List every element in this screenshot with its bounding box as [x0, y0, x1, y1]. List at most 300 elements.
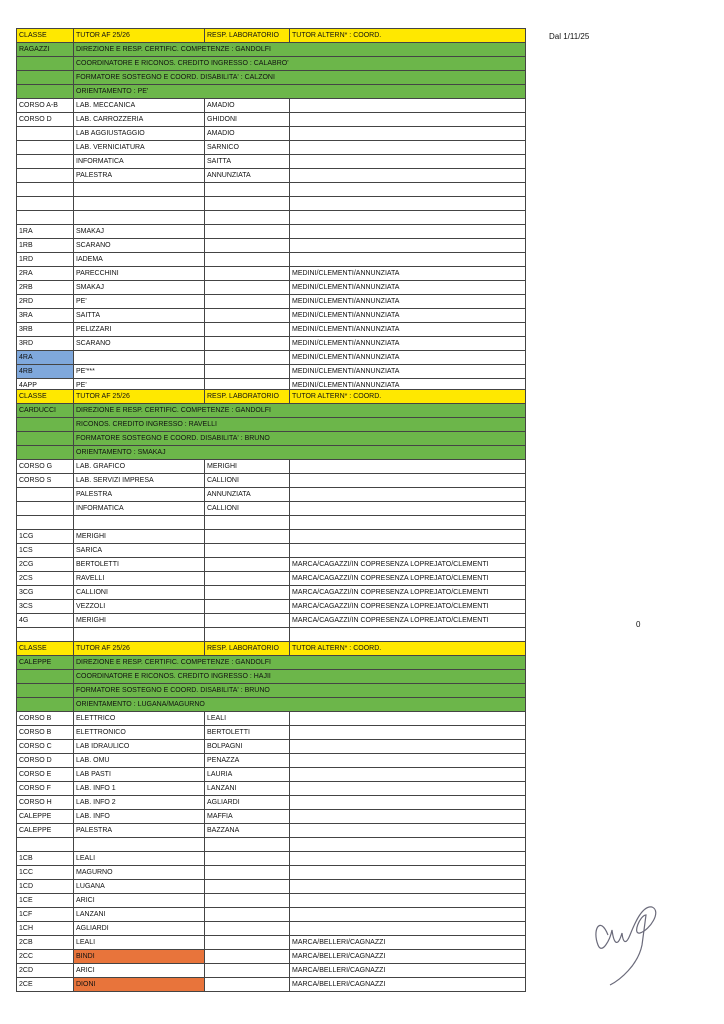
table-cell: [205, 281, 290, 295]
table-cell: SAITTA: [74, 309, 205, 323]
table-cell: [205, 544, 290, 558]
table-cell: CALEPPE: [17, 824, 74, 838]
table-cell: LEALI: [205, 712, 290, 726]
table-cell: LAB. GRAFICO: [74, 460, 205, 474]
class-row: [17, 866, 526, 880]
class-row: [17, 950, 526, 964]
table-cell: LAB. VERNICIATURA: [74, 141, 205, 155]
table-cell: DIREZIONE E RESP. CERTIFIC. COMPETENZE : GANDOLFI: [74, 656, 526, 670]
table-cell: 2CD: [17, 964, 74, 978]
table-cell: CALLIONI: [205, 474, 290, 488]
table-cell: ANNUNZIATA: [205, 488, 290, 502]
class-row: [17, 978, 526, 992]
header-row: [17, 29, 526, 43]
table-cell: [74, 516, 205, 530]
table-cell: LAB. INFO 2: [74, 796, 205, 810]
table-cell: LAB PASTI: [74, 768, 205, 782]
table-cell: [205, 516, 290, 530]
table-cell: [290, 838, 526, 852]
table-cell: [74, 628, 205, 642]
table-cell: CORSO G: [17, 460, 74, 474]
table-cell: [205, 365, 290, 379]
empty-row: [17, 211, 526, 225]
lab-row: [17, 502, 526, 516]
table-cell: BERTOLETTI: [74, 558, 205, 572]
table-cell: AGLIARDI: [74, 922, 205, 936]
table-cell: [17, 446, 74, 460]
table-cell: INFORMATICA: [74, 502, 205, 516]
table-cell: 1CE: [17, 894, 74, 908]
class-row: [17, 337, 526, 351]
table-cell: [17, 432, 74, 446]
table-cell: [74, 211, 205, 225]
table-cell: 4RA: [17, 351, 74, 365]
table-cell: 1CS: [17, 544, 74, 558]
table-cell: [17, 670, 74, 684]
table-cell: DIONI: [74, 978, 205, 992]
table-cell: SMAKAJ: [74, 225, 205, 239]
class-row: [17, 351, 526, 365]
table-cell: LAB. INFO: [74, 810, 205, 824]
class-row: [17, 964, 526, 978]
table-cell: PE'***: [74, 365, 205, 379]
table-cell: [290, 852, 526, 866]
table-cell: [290, 239, 526, 253]
table-cell: MEDINI/CLEMENTI/ANNUNZIATA: [290, 365, 526, 379]
class-row: [17, 908, 526, 922]
info-row: [17, 418, 526, 432]
table-cell: TUTOR ALTERN* : COORD.: [290, 642, 526, 656]
table-cell: [205, 880, 290, 894]
table-cell: LAB IDRAULICO: [74, 740, 205, 754]
table-cell: PENAZZA: [205, 754, 290, 768]
info-row: [17, 432, 526, 446]
table-cell: 2CB: [17, 936, 74, 950]
table-cell: 1CF: [17, 908, 74, 922]
info-row: [17, 656, 526, 670]
table-cell: [205, 267, 290, 281]
table-cell: MARCA/CAGAZZI/IN COPRESENZA LOPREJATO/CLEMENTI: [290, 586, 526, 600]
table-cell: 2RA: [17, 267, 74, 281]
info-row: [17, 684, 526, 698]
table-cell: [205, 183, 290, 197]
table-cell: TUTOR AF 25/26: [74, 390, 205, 404]
table-cell: [17, 838, 74, 852]
info-row: [17, 446, 526, 460]
table-cell: [290, 99, 526, 113]
class-row: [17, 572, 526, 586]
table-cell: MERIGHI: [74, 530, 205, 544]
info-row: [17, 670, 526, 684]
table-cell: LAB. SERVIZI IMPRESA: [74, 474, 205, 488]
table-cell: 3RD: [17, 337, 74, 351]
class-row: [17, 323, 526, 337]
class-row: [17, 614, 526, 628]
table-cell: [17, 85, 74, 99]
class-row: [17, 852, 526, 866]
table-cell: 1RA: [17, 225, 74, 239]
table-cell: CORSO F: [17, 782, 74, 796]
header-tutor: TUTOR AF 25/26: [74, 29, 205, 43]
table-cell: LAB. OMU: [74, 754, 205, 768]
table-cell: [290, 824, 526, 838]
table-cell: [205, 295, 290, 309]
table-cell: 3RA: [17, 309, 74, 323]
table-cell: TUTOR AF 25/26: [74, 642, 205, 656]
table-cell: PELIZZARI: [74, 323, 205, 337]
table-cell: MEDINI/CLEMENTI/ANNUNZIATA: [290, 309, 526, 323]
table-cell: SMAKAJ: [74, 281, 205, 295]
table-cell: LEALI: [74, 852, 205, 866]
empty-row: [17, 183, 526, 197]
table-cell: [205, 628, 290, 642]
caleppe-table: [16, 641, 526, 992]
class-row: [17, 880, 526, 894]
table-cell: [205, 908, 290, 922]
table-cell: [290, 516, 526, 530]
table-cell: BAZZANA: [205, 824, 290, 838]
table-cell: [290, 253, 526, 267]
table-cell: MARCA/BELLERI/CAGNAZZI: [290, 964, 526, 978]
table-cell: [205, 922, 290, 936]
lab-row: [17, 488, 526, 502]
table-cell: [205, 211, 290, 225]
table-cell: [290, 866, 526, 880]
table-cell: [205, 586, 290, 600]
table-cell: SAITTA: [205, 155, 290, 169]
table-cell: [17, 127, 74, 141]
table-cell: [290, 782, 526, 796]
lab-row: [17, 768, 526, 782]
table-cell: CALLIONI: [74, 586, 205, 600]
table-cell: ELETTRICO: [74, 712, 205, 726]
table-cell: [205, 197, 290, 211]
table-cell: [290, 544, 526, 558]
table-cell: [205, 838, 290, 852]
table-cell: [17, 418, 74, 432]
table-cell: 3CS: [17, 600, 74, 614]
table-cell: [17, 211, 74, 225]
table-cell: [205, 309, 290, 323]
class-row: [17, 281, 526, 295]
info-row: [17, 43, 526, 57]
table-cell: MARCA/CAGAZZI/IN COPRESENZA LOPREJATO/CLEMENTI: [290, 614, 526, 628]
table-cell: MERIGHI: [205, 460, 290, 474]
table-cell: CALLIONI: [205, 502, 290, 516]
class-row: [17, 267, 526, 281]
table-cell: 1CB: [17, 852, 74, 866]
empty-row: [17, 516, 526, 530]
table-cell: [290, 922, 526, 936]
table-cell: 4G: [17, 614, 74, 628]
table-cell: [290, 502, 526, 516]
header-row: [17, 390, 526, 404]
class-row: [17, 894, 526, 908]
table-cell: [205, 530, 290, 544]
table-cell: [205, 600, 290, 614]
table-cell: [205, 614, 290, 628]
lab-row: [17, 155, 526, 169]
table-cell: [290, 225, 526, 239]
table-cell: CORSO B: [17, 726, 74, 740]
table-cell: [290, 810, 526, 824]
table-cell: [17, 516, 74, 530]
table-cell: [17, 169, 74, 183]
carducci-table: [16, 389, 526, 642]
lab-row: [17, 754, 526, 768]
lab-row: [17, 824, 526, 838]
info-row: [17, 404, 526, 418]
class-row: [17, 225, 526, 239]
table-cell: MERIGHI: [74, 614, 205, 628]
table-cell: SCARANO: [74, 239, 205, 253]
class-row: [17, 309, 526, 323]
table-cell: PE': [74, 295, 205, 309]
table-cell: PE': [74, 379, 205, 393]
table-cell: 2CC: [17, 950, 74, 964]
section-name: CALEPPE: [17, 656, 74, 670]
table-cell: [205, 978, 290, 992]
table-cell: CORSO C: [17, 740, 74, 754]
table-cell: MEDINI/CLEMENTI/ANNUNZIATA: [290, 379, 526, 393]
table-cell: PALESTRA: [74, 169, 205, 183]
table-cell: [205, 225, 290, 239]
table-cell: CLASSE: [17, 642, 74, 656]
table-cell: LEALI: [74, 936, 205, 950]
empty-row: [17, 197, 526, 211]
header-resp-lab: RESP. LABORATORIO: [205, 29, 290, 43]
class-row: [17, 936, 526, 950]
table-cell: MARCA/CAGAZZI/IN COPRESENZA LOPREJATO/CLEMENTI: [290, 600, 526, 614]
table-cell: CALEPPE: [17, 810, 74, 824]
table-cell: CORSO A-B: [17, 99, 74, 113]
class-row: [17, 600, 526, 614]
info-row: [17, 698, 526, 712]
table-cell: ANNUNZIATA: [205, 169, 290, 183]
empty-row: [17, 628, 526, 642]
table-cell: RESP. LABORATORIO: [205, 642, 290, 656]
info-text: DIREZIONE E RESP. CERTIFIC. COMPETENZE : GANDOLFI: [74, 43, 526, 57]
table-cell: MARCA/BELLERI/CAGNAZZI: [290, 936, 526, 950]
class-row: [17, 558, 526, 572]
lab-row: [17, 726, 526, 740]
table-cell: SCARANO: [74, 337, 205, 351]
table-cell: [290, 880, 526, 894]
lab-row: [17, 740, 526, 754]
table-cell: 3CG: [17, 586, 74, 600]
table-cell: [290, 460, 526, 474]
lab-row: [17, 169, 526, 183]
table-cell: LUGANA: [74, 880, 205, 894]
table-cell: TUTOR ALTERN* : COORD.: [290, 390, 526, 404]
table-cell: [17, 71, 74, 85]
table-cell: CORSO D: [17, 113, 74, 127]
header-tutor-altern: TUTOR ALTERN* : COORD.: [290, 29, 526, 43]
table-cell: [290, 894, 526, 908]
table-cell: GHIDONI: [205, 113, 290, 127]
table-cell: [290, 754, 526, 768]
table-cell: [290, 908, 526, 922]
table-cell: [290, 197, 526, 211]
table-cell: RAVELLI: [74, 572, 205, 586]
table-cell: [290, 628, 526, 642]
table-cell: 3RB: [17, 323, 74, 337]
table-cell: [205, 351, 290, 365]
table-cell: [17, 57, 74, 71]
lab-row: [17, 810, 526, 824]
table-cell: 2CE: [17, 978, 74, 992]
table-cell: [17, 488, 74, 502]
table-cell: 1CG: [17, 530, 74, 544]
table-cell: [205, 558, 290, 572]
table-cell: MEDINI/CLEMENTI/ANNUNZIATA: [290, 295, 526, 309]
table-cell: [17, 141, 74, 155]
table-cell: INFORMATICA: [74, 155, 205, 169]
table-cell: [290, 127, 526, 141]
table-cell: PARECCHINI: [74, 267, 205, 281]
lab-row: [17, 127, 526, 141]
lab-row: [17, 141, 526, 155]
table-cell: CLASSE: [17, 390, 74, 404]
table-cell: BINDI: [74, 950, 205, 964]
table-cell: [290, 169, 526, 183]
table-cell: CORSO S: [17, 474, 74, 488]
table-cell: [74, 197, 205, 211]
stray-mark: 0: [636, 620, 641, 629]
table-cell: MEDINI/CLEMENTI/ANNUNZIATA: [290, 323, 526, 337]
table-cell: [74, 183, 205, 197]
class-row: [17, 530, 526, 544]
table-cell: [205, 866, 290, 880]
table-cell: LAB. INFO 1: [74, 782, 205, 796]
table-cell: 4APP: [17, 379, 74, 393]
table-cell: MARCA/BELLERI/CAGNAZZI: [290, 978, 526, 992]
table-cell: [17, 628, 74, 642]
header-classe: CLASSE: [17, 29, 74, 43]
table-cell: [290, 474, 526, 488]
table-cell: [290, 530, 526, 544]
table-cell: [290, 183, 526, 197]
table-cell: CORSO E: [17, 768, 74, 782]
table-cell: MEDINI/CLEMENTI/ANNUNZIATA: [290, 281, 526, 295]
table-cell: COORDINATORE E RICONOS. CREDITO INGRESSO : HAJII: [74, 670, 526, 684]
lab-row: [17, 712, 526, 726]
table-cell: FORMATORE SOSTEGNO E COORD. DISABILITA' : BRUNO: [74, 432, 526, 446]
table-cell: [205, 253, 290, 267]
table-cell: [74, 838, 205, 852]
signature: [590, 885, 670, 995]
table-cell: [205, 239, 290, 253]
class-row: [17, 253, 526, 267]
info-text: ORIENTAMENTO : PE': [74, 85, 526, 99]
table-cell: [205, 323, 290, 337]
table-cell: CORSO D: [17, 754, 74, 768]
table-cell: [290, 211, 526, 225]
table-cell: [17, 183, 74, 197]
info-row: [17, 85, 526, 99]
header-row: [17, 642, 526, 656]
table-cell: LANZANI: [205, 782, 290, 796]
lab-row: [17, 782, 526, 796]
lab-row: [17, 474, 526, 488]
table-cell: ARICI: [74, 894, 205, 908]
lab-row: [17, 113, 526, 127]
lab-row: [17, 796, 526, 810]
table-cell: RESP. LABORATORIO: [205, 390, 290, 404]
table-cell: [290, 141, 526, 155]
table-cell: AGLIARDI: [205, 796, 290, 810]
info-text: COORDINATORE E RICONOS. CREDITO INGRESSO : CALABRO': [74, 57, 526, 71]
table-cell: [205, 894, 290, 908]
table-cell: ORIENTAMENTO : LUGANA/MAGURNO: [74, 698, 526, 712]
section-name: RAGAZZI: [17, 43, 74, 57]
table-cell: [290, 712, 526, 726]
table-cell: [205, 964, 290, 978]
table-cell: MEDINI/CLEMENTI/ANNUNZIATA: [290, 337, 526, 351]
table-cell: FORMATORE SOSTEGNO E COORD. DISABILITA' : BRUNO: [74, 684, 526, 698]
table-cell: [17, 684, 74, 698]
table-cell: RICONOS. CREDITO INGRESSO : RAVELLI: [74, 418, 526, 432]
table-cell: LAB AGGIUSTAGGIO: [74, 127, 205, 141]
table-cell: DIREZIONE E RESP. CERTIFIC. COMPETENZE : GANDOLFI: [74, 404, 526, 418]
table-cell: [205, 852, 290, 866]
table-cell: [17, 155, 74, 169]
table-cell: LANZANI: [74, 908, 205, 922]
table-cell: 2CS: [17, 572, 74, 586]
table-cell: [74, 351, 205, 365]
table-cell: PALESTRA: [74, 824, 205, 838]
table-cell: [205, 572, 290, 586]
table-cell: MEDINI/CLEMENTI/ANNUNZIATA: [290, 267, 526, 281]
table-cell: 2CG: [17, 558, 74, 572]
table-cell: BERTOLETTI: [205, 726, 290, 740]
table-cell: LAB. MECCANICA: [74, 99, 205, 113]
table-cell: MAGURNO: [74, 866, 205, 880]
table-cell: [290, 796, 526, 810]
table-cell: 1CH: [17, 922, 74, 936]
info-text: FORMATORE SOSTEGNO E COORD. DISABILITA' : CALZONI: [74, 71, 526, 85]
table-cell: CORSO B: [17, 712, 74, 726]
table-cell: LAB. CARROZZERIA: [74, 113, 205, 127]
table-cell: LAURIA: [205, 768, 290, 782]
class-row: [17, 586, 526, 600]
table-cell: ARICI: [74, 964, 205, 978]
table-cell: VEZZOLI: [74, 600, 205, 614]
ragazzi-table: [16, 28, 526, 393]
table-cell: 2RD: [17, 295, 74, 309]
lab-row: [17, 99, 526, 113]
table-cell: MAFFIA: [205, 810, 290, 824]
table-cell: MARCA/CAGAZZI/IN COPRESENZA LOPREJATO/CLEMENTI: [290, 572, 526, 586]
table-cell: [290, 740, 526, 754]
table-cell: SARNICO: [205, 141, 290, 155]
table-cell: AMADIO: [205, 99, 290, 113]
table-cell: [17, 197, 74, 211]
table-cell: 4RB: [17, 365, 74, 379]
class-row: [17, 544, 526, 558]
section-name: CARDUCCI: [17, 404, 74, 418]
page-date: Dal 1/11/25: [549, 32, 590, 41]
table-cell: MARCA/BELLERI/CAGNAZZI: [290, 950, 526, 964]
info-row: [17, 57, 526, 71]
class-row: [17, 239, 526, 253]
lab-row: [17, 460, 526, 474]
table-cell: 1CC: [17, 866, 74, 880]
table-cell: PALESTRA: [74, 488, 205, 502]
table-cell: [290, 488, 526, 502]
table-cell: SARICA: [74, 544, 205, 558]
table-cell: MARCA/CAGAZZI/IN COPRESENZA LOPREJATO/CLEMENTI: [290, 558, 526, 572]
